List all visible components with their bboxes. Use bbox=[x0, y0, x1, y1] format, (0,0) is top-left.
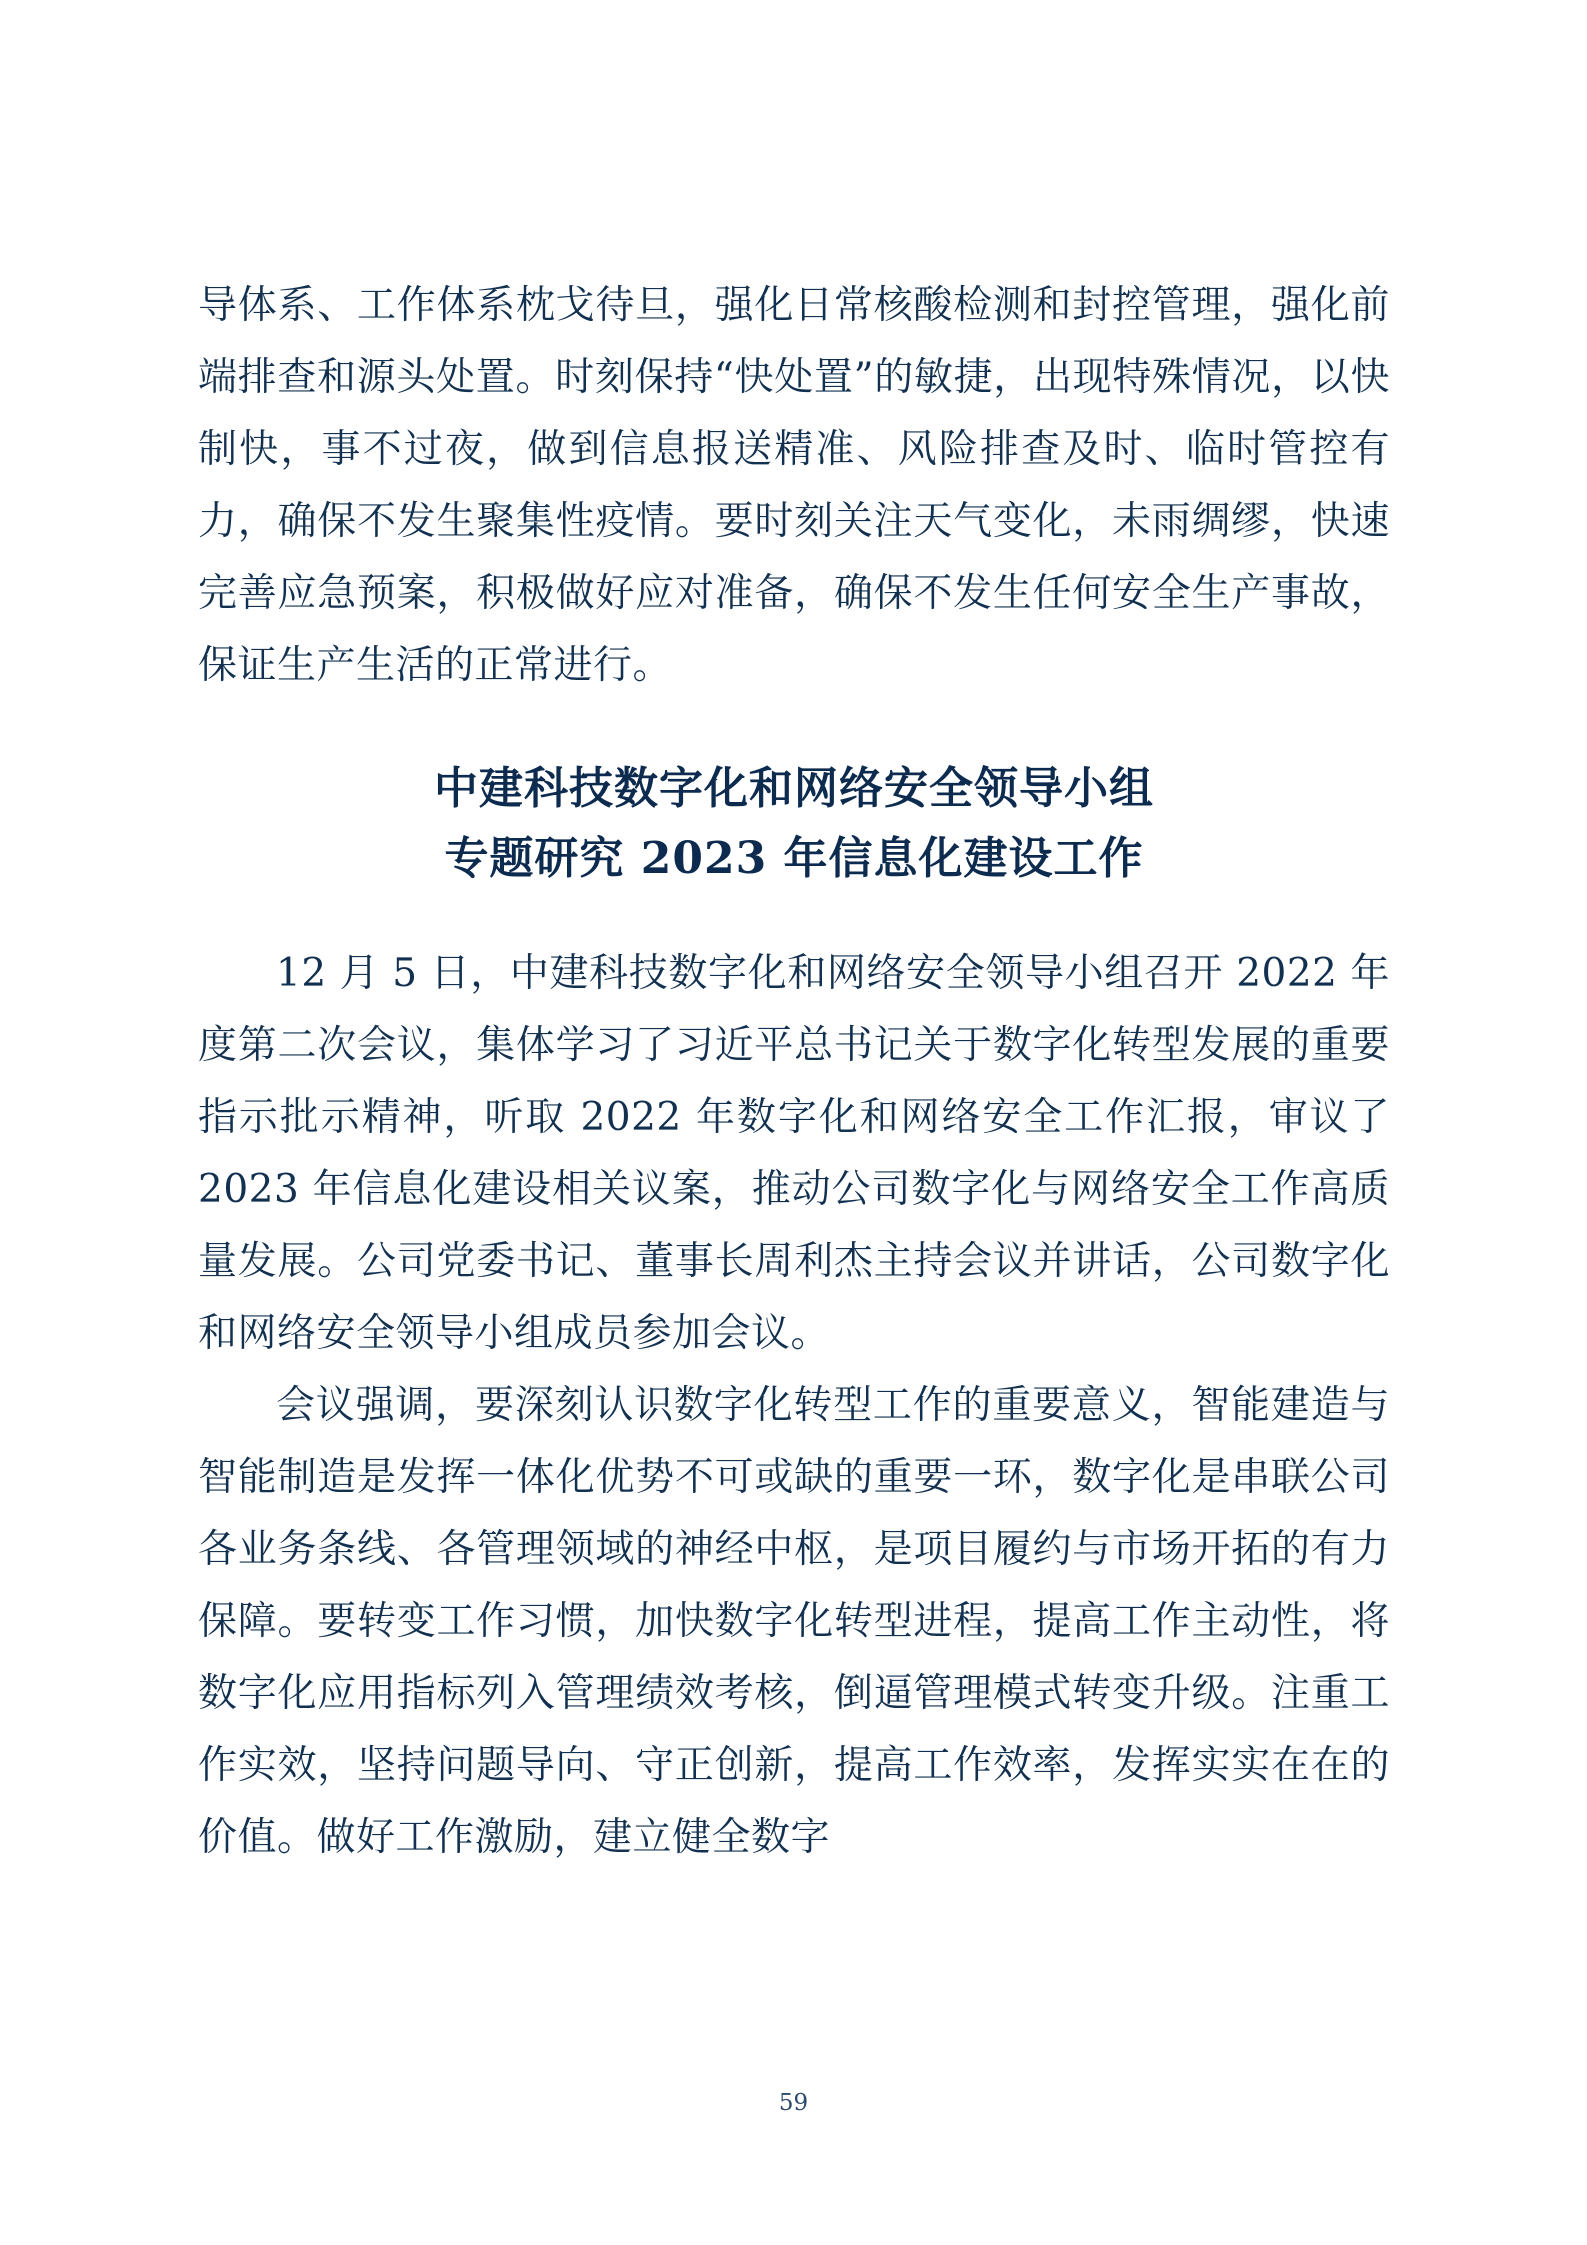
page-content bbox=[198, 270, 1390, 1874]
page-number: 59 bbox=[778, 2090, 809, 2116]
article-title-line-1: 中建科技数字化和网络安全领导小组 bbox=[434, 763, 1154, 814]
body-paragraph-1: 12 月 5 日，中建科技数字化和网络安全领导小组召开 2022 年度第二次会议，集体学习了习近平总书记关于数字化转型发展的重要指示批示精神，听取 2022 年数字化和网络安全工作汇报，审议了 2023 年信息化建设相关议案，推动公司数字化与网络安全工作高质量发展。公司党委书记、董事长周利杰主持会议并讲话，公司数字化和网络安全领导小组成员参加会议。 bbox=[198, 951, 1390, 1356]
body-paragraph-2: 会议强调，要深刻认识数字化转型工作的重要意义，智能建造与智能制造是发挥一体化优势不可或缺的重要一环，数字化是串联公司各业务条线、各管理领域的神经中枢，是项目履约与市场开拓的有力保障。要转变工作习惯，加快数字化转型进程，提高工作主动性，将数字化应用指标列入管理绩效考核，倒逼管理模式转变升级。注重工作实效，坚持问题导向、守正创新，提高工作效率，发挥实实在在的价值。做好工作激励，建立健全数字 bbox=[198, 1383, 1390, 1860]
article-title-line-2: 专题研究 2023 年信息化建设工作 bbox=[444, 833, 1144, 884]
continued-paragraph: 导体系、工作体系枕戈待旦，强化日常核酸检测和封控管理，强化前端排查和源头处置。时刻保持“快处置”的敏捷，出现特殊情况，以快制快，事不过夜，做到信息报送精准、风险排查及时、临时管控有力，确保不发生聚集性疫情。要时刻关注天气变化，未雨绸缪，快速完善应急预案，积极做好应对准备，确保不发生任何安全生产事故，保证生产生活的正常进行。 bbox=[198, 283, 1390, 688]
article-title bbox=[198, 754, 1390, 894]
